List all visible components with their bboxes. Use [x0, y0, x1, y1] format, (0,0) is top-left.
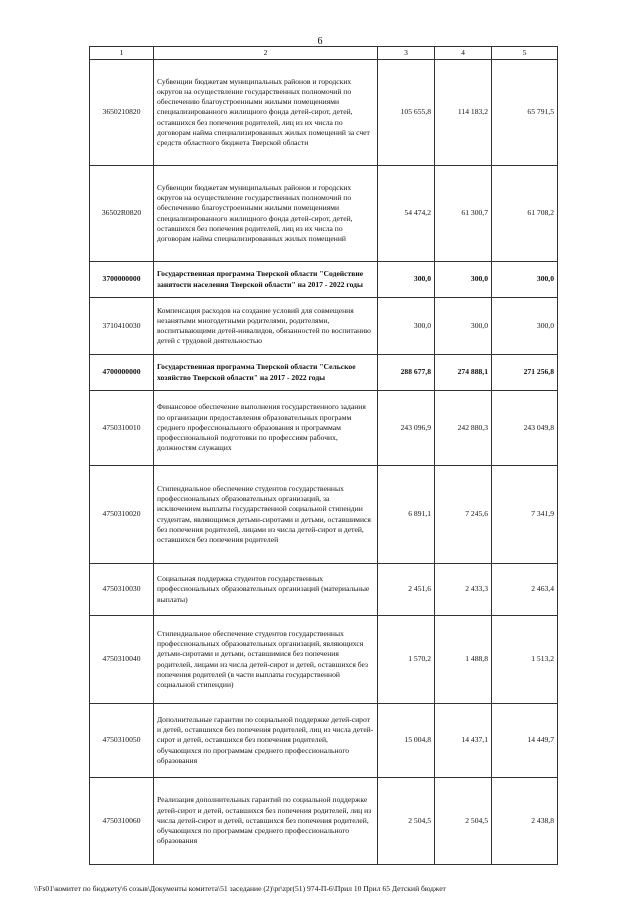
classification-code: 4750310010 [90, 391, 154, 466]
classification-code: 3700000000 [90, 262, 154, 298]
expense-description: Государственная программа Тверской области "Содействие занятости населения Тверской области" на 2017 - 2022 годы [154, 262, 378, 298]
amount-col5: 300,0 [492, 298, 558, 355]
amount-col3: 15 004,8 [378, 704, 435, 778]
expense-description: Дополнительные гарантии по социальной поддержке детей-сирот и детей, оставшихся без попечения родителей, лиц из числа детей-сирот и детей, оставшихся без попечения родителей, обучающихся по программам среднего профессионального образования [154, 704, 378, 778]
amount-col4: 2 433,3 [435, 564, 492, 616]
amount-col4: 1 488,8 [435, 616, 492, 704]
expense-description: Стипендиальное обеспечение студентов государственных профессиональных образовательных организаций, за исключением выплаты государственной социальной стипендии студентам, являющимся детьми-сиротами и детьми, оставшимися без попечения родителей, лицами из числа детей-сирот и детей, оставшихся без попечения родителей [154, 466, 378, 564]
amount-col3: 2 451,6 [378, 564, 435, 616]
table-row [90, 466, 558, 564]
page-number: 6 [317, 36, 323, 47]
classification-code: 4750310050 [90, 704, 154, 778]
column-header: 2 [154, 47, 378, 60]
table-row-program [90, 262, 558, 298]
amount-col4: 14 437,1 [435, 704, 492, 778]
table-row [90, 166, 558, 262]
table-row [90, 616, 558, 704]
classification-code: 3710410030 [90, 298, 154, 355]
classification-code: 4750310020 [90, 466, 154, 564]
amount-col4: 114 183,2 [435, 60, 492, 166]
classification-code: 3650210820 [90, 60, 154, 166]
amount-col5: 271 256,8 [492, 355, 558, 391]
classification-code: 4750310040 [90, 616, 154, 704]
amount-col4: 274 888,1 [435, 355, 492, 391]
table-row [90, 391, 558, 466]
amount-col3: 300,0 [378, 262, 435, 298]
amount-col5: 7 341,9 [492, 466, 558, 564]
amount-col3: 300,0 [378, 298, 435, 355]
amount-col4: 300,0 [435, 262, 492, 298]
amount-col5: 61 708,2 [492, 166, 558, 262]
table-row [90, 298, 558, 355]
amount-col4: 300,0 [435, 298, 492, 355]
table-row [90, 704, 558, 778]
amount-col5: 243 049,8 [492, 391, 558, 466]
column-header: 4 [435, 47, 492, 60]
amount-col5: 300,0 [492, 262, 558, 298]
amount-col3: 2 504,5 [378, 778, 435, 865]
amount-col3: 6 891,1 [378, 466, 435, 564]
expense-description: Государственная программа Тверской области "Сельское хозяйство Тверской области" на 2017 - 2022 годы [154, 355, 378, 391]
amount-col4: 242 880,3 [435, 391, 492, 466]
classification-code: 4750310030 [90, 564, 154, 616]
expense-description: Финансовое обеспечение выполнения государственного задания по организации предоставления образовательных программ среднего профессионального образования и программам профессиональной подготовки по профессиям рабочих, должностям служащих [154, 391, 378, 466]
amount-col5: 65 791,5 [492, 60, 558, 166]
table-row-program [90, 355, 558, 391]
table-row [90, 778, 558, 865]
column-header: 1 [90, 47, 154, 60]
amount-col5: 14 449,7 [492, 704, 558, 778]
expense-description: Стипендиальное обеспечение студентов государственных профессиональных образовательных организаций, являющихся детьми-сиротами и детьми, оставшимися без попечения родителей, лицами из числа детей-сирот и детей, оставшихся без попечения родителей (в части выплаты государственной социальной стипендии) [154, 616, 378, 704]
amount-col3: 1 570,2 [378, 616, 435, 704]
expense-description: Социальная поддержка студентов государственных профессиональных образовательных организаций (материальные выплаты) [154, 564, 378, 616]
amount-col5: 1 513,2 [492, 616, 558, 704]
amount-col5: 2 438,8 [492, 778, 558, 865]
classification-code: 4750310060 [90, 778, 154, 865]
table-row [90, 564, 558, 616]
amount-col4: 61 300,7 [435, 166, 492, 262]
amount-col5: 2 463,4 [492, 564, 558, 616]
table-header-row [90, 47, 558, 60]
table-row [90, 60, 558, 166]
classification-code: 36502R0820 [90, 166, 154, 262]
expense-description: Субвенции бюджетам муниципальных районов и городских округов на осуществление государственных полномочий по обеспечению благоустроенными жилыми помещениями специализированного жилищного фонда детей-сирот, детей, оставшихся без попечения родителей, лиц из их числа по договорам найма специализированных жилых помещений за счет средств областного бюджета Тверской области [154, 60, 378, 166]
expense-description: Субвенции бюджетам муниципальных районов и городских округов на осуществление государственных полномочий по обеспечению благоустроенными жилыми помещениями специализированного жилищного фонда детей-сирот, детей, оставшихся без попечения родителей, лиц из их числа по договорам найма специализированных жилых помещений [154, 166, 378, 262]
expense-description: Реализация дополнительных гарантий по социальной поддержке детей-сирот и детей, оставшихся без попечения родителей, лиц из числа детей-сирот и детей, оставшихся без попечения родителей, обучающихся по программам среднего профессионального образования [154, 778, 378, 865]
expense-description: Компенсация расходов на создание условий для совмещения незанятыми многодетными родителями, родителями, воспитывающими детей-инвалидов, обязанностей по воспитанию детей с трудовой деятельностью [154, 298, 378, 355]
column-header: 3 [378, 47, 435, 60]
amount-col3: 288 677,8 [378, 355, 435, 391]
file-path-footer: \\Fs01\комитет по бюджету\6 созыв\Документы комитета\51 заседание (2)\pr\zpr(51) 974-П-6\Прил 10 Прил 65 Детский бюджет [34, 884, 446, 893]
amount-col3: 105 655,8 [378, 60, 435, 166]
amount-col3: 243 096,9 [378, 391, 435, 466]
classification-code: 4700000000 [90, 355, 154, 391]
column-header: 5 [492, 47, 558, 60]
amount-col4: 7 245,6 [435, 466, 492, 564]
amount-col4: 2 504,5 [435, 778, 492, 865]
budget-table [89, 46, 558, 865]
amount-col3: 54 474,2 [378, 166, 435, 262]
